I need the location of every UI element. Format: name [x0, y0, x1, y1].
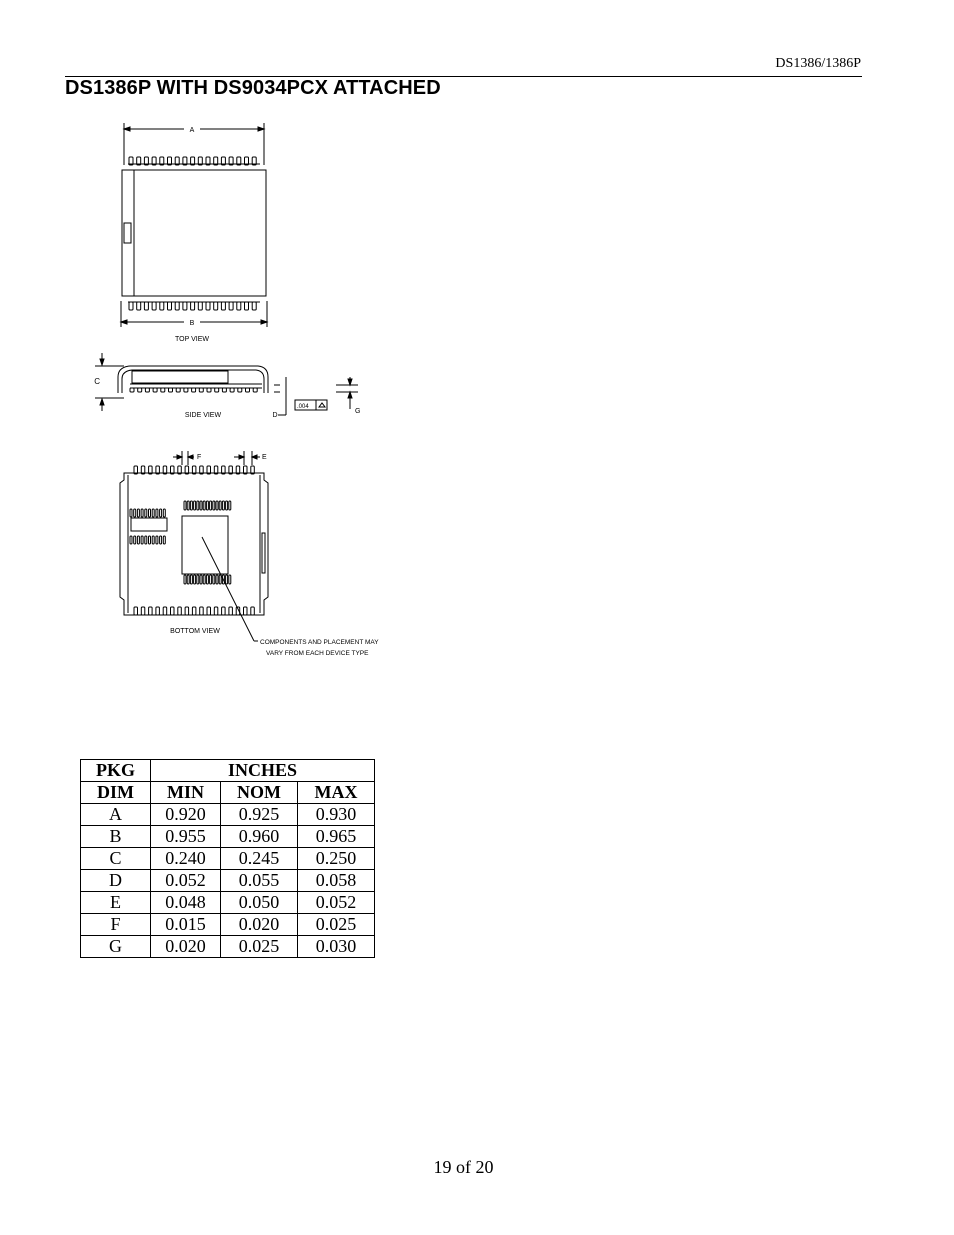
package-pin [215, 388, 219, 392]
package-pin [191, 302, 195, 310]
ic-lead [226, 575, 228, 584]
ic-lead [200, 575, 202, 584]
max-cell: 0.058 [298, 870, 375, 892]
package-pin [152, 302, 156, 310]
ic-lead [163, 509, 165, 517]
ic-lead [197, 575, 199, 584]
nom-cell: 0.050 [221, 892, 298, 914]
dim-g-label: G [355, 408, 361, 415]
ic-lead [229, 501, 231, 510]
ic-lead [134, 536, 136, 544]
ic-lead [203, 575, 205, 584]
ic-lead [137, 536, 139, 544]
ic-lead [229, 575, 231, 584]
package-pin [156, 607, 160, 615]
package-pin [184, 388, 188, 392]
package-pin [171, 607, 175, 615]
page-title: DS1386P WITH DS9034PCX ATTACHED [65, 77, 441, 99]
package-pin [141, 607, 145, 615]
package-pin [149, 607, 153, 615]
ic-lead [141, 509, 143, 517]
package-pin [129, 302, 133, 310]
nom-header: NOM [221, 782, 298, 804]
min-cell: 0.240 [151, 848, 221, 870]
package-outline-svg [78, 115, 418, 665]
package-drawing [78, 115, 418, 670]
ic-lead [219, 575, 221, 584]
package-pin [168, 302, 172, 310]
min-cell: 0.052 [151, 870, 221, 892]
dim-c-label: C [94, 377, 100, 386]
ic-lead [160, 536, 162, 544]
package-pin [175, 302, 179, 310]
table-row [81, 870, 375, 892]
dim-e-label: E [262, 454, 267, 461]
ic-lead [213, 501, 215, 510]
table-row [81, 914, 375, 936]
max-cell: 0.965 [298, 826, 375, 848]
package-pin [222, 607, 226, 615]
package-pin [134, 607, 138, 615]
dim-cell: A [81, 804, 151, 826]
ic-lead [216, 575, 218, 584]
max-cell: 0.930 [298, 804, 375, 826]
package-pin [206, 302, 210, 310]
ic-lead [137, 509, 139, 517]
ic-lead [187, 501, 189, 510]
ic-lead [187, 575, 189, 584]
package-pin [245, 302, 249, 310]
table-row [81, 936, 375, 958]
ic-lead [206, 501, 208, 510]
package-pin [229, 607, 233, 615]
max-cell: 0.030 [298, 936, 375, 958]
table-header-row-2 [81, 782, 375, 804]
package-pin [199, 388, 203, 392]
package-pin [198, 302, 202, 310]
table-row [81, 848, 375, 870]
dim-cell: C [81, 848, 151, 870]
min-cell: 0.015 [151, 914, 221, 936]
ic-lead [194, 501, 196, 510]
ic-lead [160, 509, 162, 517]
nom-cell: 0.020 [221, 914, 298, 936]
table-header-row-1 [81, 760, 375, 782]
pkg-header: PKG [81, 760, 151, 782]
package-pin [137, 302, 141, 310]
max-cell: 0.052 [298, 892, 375, 914]
table-row [81, 804, 375, 826]
package-pin [169, 388, 173, 392]
dim-d-label: D [272, 412, 278, 419]
ic-lead [200, 501, 202, 510]
ic-lead [145, 536, 147, 544]
package-pin [237, 302, 241, 310]
dim-cell: D [81, 870, 151, 892]
max-cell: 0.250 [298, 848, 375, 870]
package-pin [200, 607, 204, 615]
ic-lead [194, 575, 196, 584]
package-pin [161, 388, 165, 392]
ic-lead [210, 501, 212, 510]
package-pin [230, 388, 234, 392]
ic-lead [145, 509, 147, 517]
dim-cell: F [81, 914, 151, 936]
package-pin [252, 302, 256, 310]
ic-lead [222, 501, 224, 510]
nom-cell: 0.025 [221, 936, 298, 958]
dimensions-table [80, 759, 375, 958]
max-header: MAX [298, 782, 375, 804]
ic-lead [213, 575, 215, 584]
ic-lead [197, 501, 199, 510]
dim-cell: B [81, 826, 151, 848]
page-number: 19 of 20 [433, 1157, 494, 1177]
package-pin [214, 607, 218, 615]
placement-note-line2: VARY FROM EACH DEVICE TYPE [266, 650, 369, 657]
dim-header: DIM [81, 782, 151, 804]
header-doc-id: DS1386/1386P [775, 56, 861, 71]
ic-lead [130, 509, 132, 517]
ic-lead [156, 509, 158, 517]
ic-lead [134, 509, 136, 517]
package-pin [253, 388, 257, 392]
nom-cell: 0.055 [221, 870, 298, 892]
package-pin [251, 607, 255, 615]
package-pin [222, 388, 226, 392]
top-view-label: TOP VIEW [175, 336, 209, 343]
ic-lead [184, 501, 186, 510]
package-pin [144, 302, 148, 310]
package-pin [221, 302, 225, 310]
dim-b-label: B [189, 320, 195, 327]
min-cell: 0.955 [151, 826, 221, 848]
ic-lead [190, 575, 192, 584]
ic-lead [130, 536, 132, 544]
package-pin [238, 388, 242, 392]
ic-lead [190, 501, 192, 510]
min-cell: 0.048 [151, 892, 221, 914]
package-pin [214, 302, 218, 310]
ic-lead [149, 536, 151, 544]
package-pin [176, 388, 180, 392]
dim-cell: G [81, 936, 151, 958]
package-pin [178, 607, 182, 615]
ic-lead [219, 501, 221, 510]
bottom-view-label: BOTTOM VIEW [170, 628, 220, 635]
package-pin [246, 388, 250, 392]
dim-a-label: A [189, 127, 195, 134]
package-pin [207, 607, 211, 615]
tolerance-value: .004 [297, 404, 309, 410]
package-pin [229, 302, 233, 310]
ic-lead [184, 575, 186, 584]
ic-lead [149, 509, 151, 517]
package-pin [145, 388, 149, 392]
units-header: INCHES [151, 760, 375, 782]
max-cell: 0.025 [298, 914, 375, 936]
min-cell: 0.020 [151, 936, 221, 958]
package-pin [153, 388, 157, 392]
ic-lead [210, 575, 212, 584]
ic-lead [152, 536, 154, 544]
min-header: MIN [151, 782, 221, 804]
package-pin [130, 388, 134, 392]
side-view-label: SIDE VIEW [184, 412, 222, 419]
nom-cell: 0.245 [221, 848, 298, 870]
ic-lead [141, 536, 143, 544]
package-pin [185, 607, 189, 615]
table-row [81, 892, 375, 914]
package-pin [163, 607, 167, 615]
nom-cell: 0.960 [221, 826, 298, 848]
package-pin [244, 607, 248, 615]
ic-lead [226, 501, 228, 510]
ic-lead [156, 536, 158, 544]
ic-lead [206, 575, 208, 584]
package-pin [183, 302, 187, 310]
package-pin [192, 388, 196, 392]
placement-note-line1: COMPONENTS AND PLACEMENT MAY [260, 639, 379, 646]
package-pin [138, 388, 142, 392]
dim-cell: E [81, 892, 151, 914]
package-pin [160, 302, 164, 310]
ic-lead [152, 509, 154, 517]
ic-lead [216, 501, 218, 510]
package-pin [192, 607, 196, 615]
table-row [81, 826, 375, 848]
nom-cell: 0.925 [221, 804, 298, 826]
dim-f-label: F [197, 454, 202, 461]
min-cell: 0.920 [151, 804, 221, 826]
ic-lead [203, 501, 205, 510]
ic-lead [163, 536, 165, 544]
package-pin [207, 388, 211, 392]
